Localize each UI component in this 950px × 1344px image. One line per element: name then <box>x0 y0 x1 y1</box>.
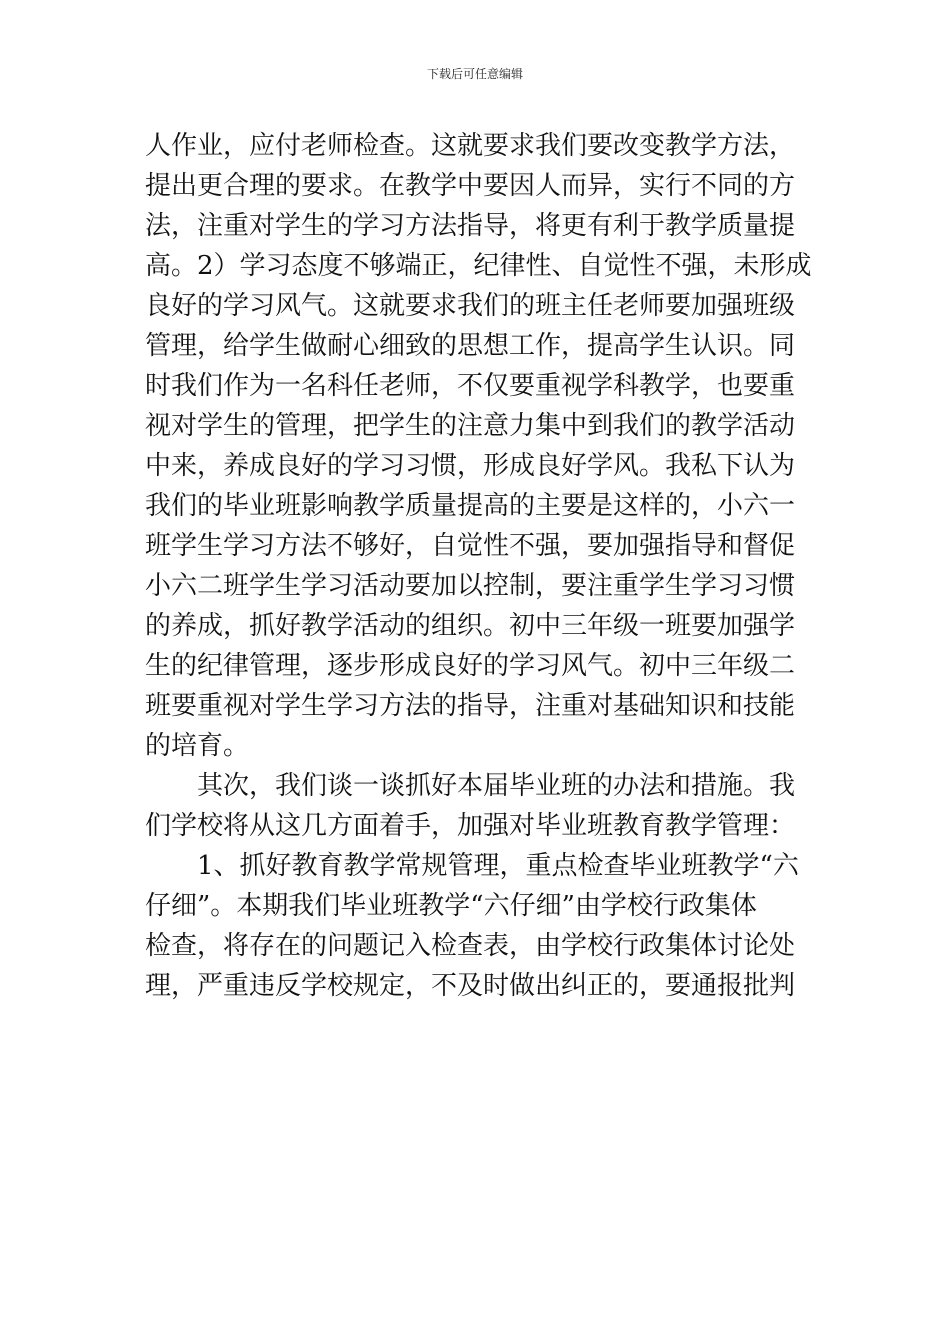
text-line-3: 法，注重对学生的学习方法指导，将更有利于教学质量提 <box>145 211 796 241</box>
text-line-2: 提出更合理的要求。在教学中要因人而异，实行不同的方 <box>145 171 796 201</box>
text-line-6: 管理，给学生做耐心细致的思想工作，提高学生认识。同 <box>145 331 796 361</box>
text-line-18: 们学校将从这几方面着手，加强对毕业班教育教学管理： <box>145 811 796 841</box>
text-line-21: 检查，将存在的问题记入检查表，由学校行政集体讨论处 <box>145 931 796 961</box>
text-line-1: 人作业，应付老师检查。这就要求我们要改变教学方法， <box>145 131 796 161</box>
document-body <box>145 126 810 1006</box>
text-line-12: 小六二班学生学习活动要加以控制，要注重学生学习习惯 <box>145 571 796 601</box>
page-header: 下载后可任意编辑 <box>426 67 523 81</box>
text-line-11: 班学生学习方法不够好，自觉性不强，要加强指导和督促 <box>145 531 796 561</box>
text-line-10: 我们的毕业班影响教学质量提高的主要是这样的，小六一 <box>145 491 796 521</box>
text-line-15: 班要重视对学生学习方法的指导，注重对基础知识和技能 <box>145 691 796 721</box>
text-line-22: 理，严重违反学校规定，不及时做出纠正的，要通报批判 <box>145 971 796 1001</box>
text-line-14: 生的纪律管理，逐步形成良好的学习风气。初中三年级二 <box>145 651 796 681</box>
text-line-8: 视对学生的管理，把学生的注意力集中到我们的教学活动 <box>145 411 796 441</box>
text-line-20: 仔细”。本期我们毕业班教学“六仔细”由学校行政集体 <box>145 891 757 921</box>
text-line-7: 时我们作为一名科任老师，不仅要重视学科教学，也要重 <box>145 371 796 401</box>
text-line-5: 良好的学习风气。这就要求我们的班主任老师要加强班级 <box>145 291 796 321</box>
text-line-4: 高。2）学习态度不够端正，纪律性、自觉性不强，未形成 <box>145 251 812 281</box>
text-line-9: 中来，养成良好的学习习惯，形成良好学风。我私下认为 <box>145 451 796 481</box>
text-line-17: 其次，我们谈一谈抓好本届毕业班的办法和措施。我 <box>197 771 796 801</box>
text-line-13: 的养成，抓好教学活动的组织。初中三年级一班要加强学 <box>145 611 796 641</box>
text-line-16: 的培育。 <box>145 731 250 761</box>
text-line-19: 1、抓好教育教学常规管理，重点检查毕业班教学“六 <box>197 851 799 881</box>
